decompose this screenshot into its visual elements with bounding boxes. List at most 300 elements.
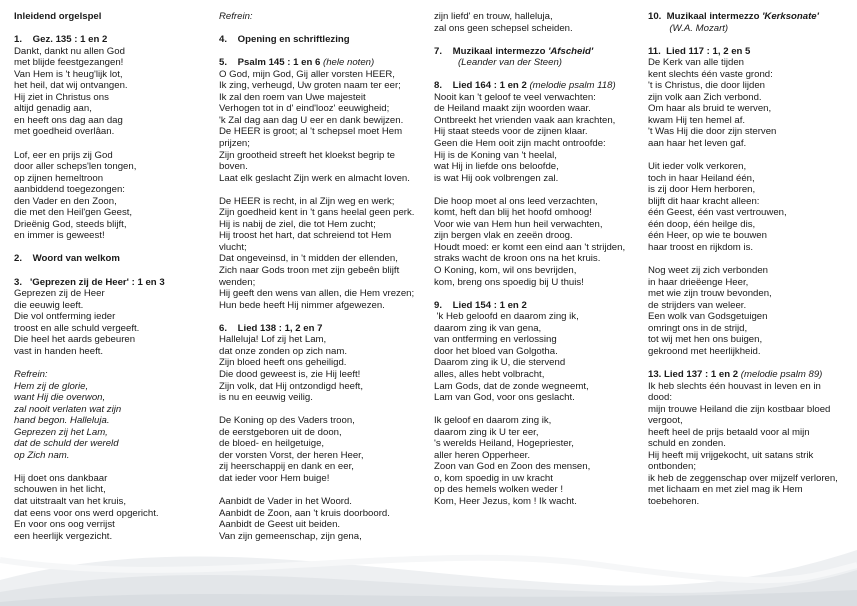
text-line — [648, 473, 838, 485]
text-line — [434, 173, 625, 185]
text-line — [14, 323, 165, 335]
text-line — [14, 415, 165, 427]
line-text: de bloed- en heilgetuige, — [219, 438, 325, 450]
text-line — [648, 23, 838, 35]
column-4 — [648, 11, 838, 508]
text-line — [648, 138, 838, 150]
section-heading — [219, 57, 414, 69]
text-line — [648, 484, 838, 496]
line-text: Hij is de Koning van 't heelal, — [434, 149, 557, 161]
text-line — [648, 334, 838, 346]
text-line — [434, 230, 625, 242]
text-line — [648, 288, 838, 300]
text-line — [648, 496, 838, 508]
text-line — [219, 103, 414, 115]
text-line — [648, 300, 838, 312]
text-line — [434, 207, 625, 219]
text-line — [434, 392, 625, 404]
text-line — [434, 11, 625, 23]
line-text: Inleidend orgelspel — [14, 11, 102, 22]
text-line — [434, 115, 625, 127]
line-text: Om haar als bruid te werven, — [648, 103, 772, 115]
text-line — [434, 415, 625, 427]
text-line — [219, 242, 414, 254]
line-text: 10. Muzikaal intermezzo — [648, 11, 763, 22]
line-text: Die heel het aards gebeuren — [14, 334, 136, 346]
text-line — [14, 392, 165, 404]
line-text: wat Hij in liefde ons beloofde, — [434, 161, 559, 173]
text-line — [648, 103, 838, 115]
line-annotation: 'Afscheid' — [548, 45, 594, 57]
text-line — [14, 115, 165, 127]
text-line — [219, 369, 414, 381]
text-line — [219, 138, 414, 150]
line-text: vlucht; — [219, 241, 247, 253]
line-text: Een wolk van Godsgetuigen — [648, 311, 768, 323]
line-text: o, kom spoedig in uw kracht — [434, 472, 553, 484]
line-text: 's werelds Heiland, Hogepriester, — [434, 438, 574, 450]
line-text: de Heiland maakt zijn woorden waar. — [434, 103, 591, 115]
text-line — [434, 438, 625, 450]
text-line — [434, 334, 625, 346]
line-text: 13. Lied 137 : 1 en 2 — [648, 368, 741, 380]
text-line — [14, 46, 165, 58]
line-text: Drieënig God, steeds blijft, — [14, 218, 127, 230]
line-text: aan haar het leven gaf. — [648, 138, 747, 150]
line-text: Refrein: — [14, 368, 48, 380]
line-text: De HEER is groot; al 't schepsel moet Hem — [219, 126, 403, 138]
text-line — [434, 23, 625, 35]
text-line — [219, 161, 414, 173]
text-line — [434, 103, 625, 115]
text-line — [434, 69, 625, 81]
line-text: Hij troost het hart, dat schreiend tot Hem — [219, 230, 392, 242]
line-text: door het bloed van Golgotha. — [434, 345, 558, 357]
text-line — [434, 450, 625, 462]
text-line — [434, 253, 625, 265]
line-text: in haar drieëenge Heer, — [648, 276, 749, 288]
text-line — [14, 80, 165, 92]
line-text: 5. Psalm 145 : 1 en 6 — [219, 57, 323, 69]
line-text: het heil, dat wij ontvangen. — [14, 80, 128, 92]
line-text: 3. 'Geprezen zij de Heer' : 1 en 3 — [14, 276, 165, 288]
text-line — [648, 219, 838, 231]
text-line — [648, 161, 838, 173]
line-text: Hun bede heeft Hij nimmer afgewezen. — [219, 299, 385, 311]
line-text: boven. — [219, 161, 248, 173]
line-text: Van zijn gemeenschap, zijn gena, — [219, 530, 362, 542]
text-line — [219, 531, 414, 543]
section-heading — [648, 369, 838, 381]
text-line — [219, 184, 414, 196]
line-text: zal ons geen schepsel scheiden. — [434, 22, 573, 34]
text-line — [434, 357, 625, 369]
line-text: Voor wie van Hem hun heil verwachten, — [434, 218, 603, 230]
text-line — [219, 334, 414, 346]
text-line — [434, 381, 625, 393]
line-text: 11. Lied 117 : 1, 2 en 5 — [648, 45, 751, 57]
text-line — [14, 300, 165, 312]
text-line — [14, 150, 165, 162]
text-line — [219, 230, 414, 242]
section-heading — [14, 277, 165, 289]
text-line — [434, 288, 625, 300]
text-line — [219, 357, 414, 369]
line-text: gekroond met heerlijkheid. — [648, 345, 761, 357]
text-line — [219, 381, 414, 393]
line-text: Zich naar Gods troon met zijn gebeên blijft — [219, 265, 400, 277]
line-text: de strijders van weleer. — [648, 299, 747, 311]
text-line — [219, 484, 414, 496]
line-text: toebehoren. — [648, 495, 700, 507]
line-text: door aller scheps'len tongen, — [14, 161, 137, 173]
text-line — [219, 404, 414, 416]
line-text: 9. Lied 154 : 1 en 2 — [434, 299, 527, 311]
text-line — [219, 126, 414, 138]
line-text: de eerstgeboren uit de doon, — [219, 426, 342, 438]
text-line — [219, 92, 414, 104]
line-text: hand begon. Halleluja. — [14, 415, 110, 427]
text-line — [14, 381, 165, 393]
line-text: (Leander van der Steen) — [434, 57, 562, 69]
text-line — [648, 450, 838, 462]
text-line — [648, 126, 838, 138]
line-text: toch in haar Heiland één, — [648, 172, 755, 184]
text-line — [219, 450, 414, 462]
line-text: Verhogen tot in d' eind'looz' eeuwigheid; — [219, 103, 390, 115]
line-text: tot wij met hen ons buigen, — [648, 334, 763, 346]
text-line — [219, 196, 414, 208]
text-line — [648, 415, 838, 427]
line-text: met wie zijn trouw bevonden, — [648, 288, 772, 300]
line-text: Aanbidt de Zoon, aan 't kruis doorboord. — [219, 507, 390, 519]
text-line — [648, 265, 838, 277]
line-text: zij heerschappij en dank en eer, — [219, 461, 354, 473]
text-line — [14, 334, 165, 346]
line-text: 'k Zal dag aan dag U eer en dank bewijzen. — [219, 114, 404, 126]
text-line — [14, 427, 165, 439]
line-text: dood: — [648, 392, 673, 404]
text-line — [219, 392, 414, 404]
line-text: Kom, Heer Jezus, kom ! Ik wacht. — [434, 495, 577, 507]
text-line — [14, 531, 165, 543]
text-line — [434, 219, 625, 231]
text-line — [14, 184, 165, 196]
text-line — [434, 138, 625, 150]
line-text: Hij geeft den wens van allen, die Hem vrezen; — [219, 288, 415, 300]
line-text: 6. Lied 138 : 1, 2 en 7 — [219, 322, 323, 334]
text-line — [219, 311, 414, 323]
line-text: Nooit kan 't geloof te veel verwachten: — [434, 91, 596, 103]
line-text: straks wacht de kroon ons na het kruis. — [434, 253, 601, 265]
line-text: troost en alle schuld vergeeft. — [14, 322, 140, 334]
section-heading — [219, 34, 414, 46]
line-text: en heeft ons dag aan dag — [14, 114, 123, 126]
text-line — [14, 369, 165, 381]
line-text: Ik heb slechts één houvast in leven en in — [648, 380, 821, 392]
text-line — [14, 173, 165, 185]
text-line — [219, 207, 414, 219]
text-line — [434, 484, 625, 496]
line-text: op zijnen hemeltroon — [14, 172, 104, 184]
text-line — [434, 427, 625, 439]
line-text: die met den Heil'gen Geest, — [14, 207, 133, 219]
line-text: een heerlijk vergezicht. — [14, 530, 113, 542]
text-line — [648, 80, 838, 92]
text-line — [434, 277, 625, 289]
line-text: en immer is geweest! — [14, 230, 105, 242]
line-text: 4. Opening en schriftlezing — [219, 34, 350, 46]
text-line — [219, 150, 414, 162]
line-text: zijn liefd' en trouw, halleluja, — [434, 11, 553, 22]
section-heading — [14, 34, 165, 46]
line-text: dat eens voor ons werd opgericht. — [14, 507, 159, 519]
section-heading — [648, 11, 838, 23]
line-text: kwam Hij ten hemel af. — [648, 114, 746, 126]
text-line — [648, 323, 838, 335]
text-line — [14, 404, 165, 416]
text-line — [14, 23, 165, 35]
text-line — [14, 288, 165, 300]
line-text: met lichaam en met ziel mag ik Hem — [648, 484, 803, 496]
text-line — [219, 23, 414, 35]
text-line — [219, 253, 414, 265]
line-text: Aanbidt de Vader in het Woord. — [219, 495, 352, 507]
text-line — [219, 438, 414, 450]
line-text: is zij door Hem herboren, — [648, 184, 756, 196]
text-line — [648, 92, 838, 104]
text-line — [648, 173, 838, 185]
text-line — [434, 242, 625, 254]
line-text: ik heb de zeggenschap over mijzelf verloren, — [648, 472, 838, 484]
line-text: O God, mijn God, Gij aller vorsten HEER, — [219, 68, 395, 80]
text-line — [219, 288, 414, 300]
line-text: Geen die Hem ooit zijn macht ontroofde: — [434, 138, 606, 150]
text-line — [14, 57, 165, 69]
line-text: schuld en zonden. — [648, 438, 726, 450]
text-line — [14, 138, 165, 150]
line-text: De HEER is recht, in al Zijn weg en werk; — [219, 195, 395, 207]
text-line — [648, 253, 838, 265]
line-text: Refrein: — [219, 11, 253, 22]
text-line — [434, 184, 625, 196]
line-text: Zoon van God en Zoon des mensen, — [434, 461, 591, 473]
text-line — [219, 427, 414, 439]
text-line — [14, 519, 165, 531]
text-line — [14, 265, 165, 277]
line-text: Die vol ontferming ieder — [14, 311, 116, 323]
text-line — [648, 461, 838, 473]
text-line — [434, 461, 625, 473]
line-text: De Koning op des Vaders troon, — [219, 415, 355, 427]
text-line — [219, 80, 414, 92]
line-text: Hij staat steeds voor de zijnen klaar. — [434, 126, 588, 138]
line-text: Laat elk geslacht Zijn werk en almacht loven. — [219, 172, 410, 184]
text-line — [648, 207, 838, 219]
line-text: 2. Woord van welkom — [14, 253, 120, 265]
line-text: daarom zing ik U ter eer, — [434, 426, 539, 438]
section-heading — [14, 253, 165, 265]
line-text: één Geest, één vast vertrouwen, — [648, 207, 787, 219]
line-text: den Vader en den Zoon, — [14, 195, 117, 207]
text-line — [648, 230, 838, 242]
text-line — [14, 473, 165, 485]
line-text: Zijn bloed heeft ons geheiligd. — [219, 357, 347, 369]
line-text: alles, alles hebt volbracht, — [434, 368, 545, 380]
line-text: En voor ons oog verrijst — [14, 519, 115, 531]
line-text: 't Was Hij die door zijn sterven — [648, 126, 777, 138]
line-text: Lam van God, voor ons geslacht. — [434, 392, 575, 404]
line-text: met blijde feestgezangen! — [14, 57, 124, 69]
line-text: 7. Muzikaal intermezzo — [434, 45, 549, 57]
text-line — [14, 438, 165, 450]
line-text: 1. Gez. 135 : 1 en 2 — [14, 34, 108, 46]
text-line — [434, 196, 625, 208]
text-line — [648, 57, 838, 69]
line-text: prijzen; — [219, 138, 250, 150]
text-line — [648, 311, 838, 323]
line-text: één doop, één heilge dis, — [648, 218, 756, 230]
line-text: vast in handen heeft. — [14, 345, 104, 357]
text-line — [14, 230, 165, 242]
text-line — [14, 508, 165, 520]
line-text: zijn volk aan Zich verbond. — [648, 91, 762, 103]
section-heading — [434, 80, 625, 92]
line-text: aller heren Opperheer. — [434, 449, 530, 461]
line-text: ontbonden; — [648, 461, 697, 473]
text-line — [219, 346, 414, 358]
column-2 — [219, 11, 414, 542]
text-line — [14, 161, 165, 173]
column-3 — [434, 11, 625, 508]
text-line — [434, 57, 625, 69]
line-text: zijn bergen vlak en zeeën droog. — [434, 230, 573, 242]
line-text: altijd genadig aan, — [14, 103, 92, 115]
line-text: dat de schuld der wereld — [14, 438, 119, 450]
line-text: Daarom zing ik U, die stervend — [434, 357, 566, 369]
text-line — [434, 346, 625, 358]
text-line — [648, 357, 838, 369]
line-text: Dankt, dankt nu allen God — [14, 45, 125, 57]
line-text: Hij heeft mij vrijgekocht, uit satans strik — [648, 449, 814, 461]
text-line — [14, 346, 165, 358]
line-text: Hij doet ons dankbaar — [14, 472, 108, 484]
text-line — [14, 207, 165, 219]
section-heading — [648, 46, 838, 58]
text-line — [434, 311, 625, 323]
text-line — [219, 300, 414, 312]
text-line — [219, 277, 414, 289]
text-line — [14, 242, 165, 254]
text-line — [14, 496, 165, 508]
line-text: aanbiddend toegezongen: — [14, 184, 125, 196]
text-line — [219, 461, 414, 473]
line-text: Dat ongeveinsd, in 't midden der ellenden, — [219, 253, 398, 265]
line-text: één Heer, op wie te bouwen — [648, 230, 767, 242]
line-text: komt, heft dan blij het hoofd omhoog! — [434, 207, 592, 219]
line-text: blijft dit haar kracht alleen: — [648, 195, 760, 207]
text-line — [219, 46, 414, 58]
line-text: Hem zij de glorie, — [14, 380, 89, 392]
line-text: (W.A. Mozart) — [648, 22, 729, 34]
text-line — [219, 115, 414, 127]
text-line — [219, 219, 414, 231]
text-line — [434, 161, 625, 173]
text-line — [219, 415, 414, 427]
line-text: Hij is nabij de ziel, die tot Hem zucht; — [219, 218, 376, 230]
text-line — [219, 11, 414, 23]
text-line — [14, 461, 165, 473]
line-text: dat ieder voor Hem buige! — [219, 472, 330, 484]
text-line — [219, 265, 414, 277]
text-line — [648, 404, 838, 416]
text-line — [648, 115, 838, 127]
text-line — [434, 404, 625, 416]
text-line — [219, 496, 414, 508]
line-text: kent slechts één vaste grond: — [648, 68, 773, 80]
text-line — [14, 103, 165, 115]
text-line — [219, 519, 414, 531]
line-text: Geprezen zij het Lam, — [14, 426, 108, 438]
line-text: 't is Christus, die door lijden — [648, 80, 766, 92]
line-text: mijn trouwe Heiland die zijn kostbaar bloed — [648, 403, 831, 415]
line-text: Halleluja! Lof zij het Lam, — [219, 334, 327, 346]
text-line — [648, 277, 838, 289]
line-annotation: 'Kerksonate' — [762, 11, 819, 22]
line-text: op Zich nam. — [14, 449, 70, 461]
text-line — [648, 381, 838, 393]
text-line — [434, 473, 625, 485]
text-line — [648, 184, 838, 196]
text-line — [648, 196, 838, 208]
column-1 — [14, 11, 165, 542]
text-line — [219, 69, 414, 81]
line-text: Ontbreekt het vrienden vaak aan krachten, — [434, 114, 616, 126]
text-line — [648, 150, 838, 162]
text-line — [434, 150, 625, 162]
text-line — [648, 392, 838, 404]
line-text: van ontferming en verlossing — [434, 334, 557, 346]
line-text: De Kerk van alle tijden — [648, 57, 744, 69]
line-text: Zijn goedheid kent in 't gans heelal geen perk. — [219, 207, 415, 219]
line-text: daarom zing ik van gena, — [434, 322, 542, 334]
line-text: kom, breng ons spoedig bij U thuis! — [434, 276, 584, 288]
line-text: is nu en eeuwig veilig. — [219, 392, 313, 404]
line-text: want Hij die overwon, — [14, 392, 106, 404]
line-text: Die dood geweest is, zie Hij leeft! — [219, 368, 361, 380]
line-text: Hij ziet in Christus ons — [14, 91, 109, 103]
section-heading — [434, 300, 625, 312]
line-annotation: (hele noten) — [323, 57, 375, 69]
line-text: Lam Gods, dat de zonde wegneemt, — [434, 380, 589, 392]
line-text: Uit ieder volk verkoren, — [648, 161, 747, 173]
line-text: O Koning, kom, wil ons bevrijden, — [434, 265, 577, 277]
line-text: op des hemels wolken weder ! — [434, 484, 564, 496]
text-line — [14, 69, 165, 81]
line-text: Ik zal den roem van Uwe majesteit — [219, 91, 366, 103]
text-line — [14, 196, 165, 208]
line-text: dat uitstraalt van het kruis, — [14, 495, 126, 507]
section-heading — [14, 11, 165, 23]
text-line — [648, 69, 838, 81]
line-text: Nog weet zij zich verbonden — [648, 265, 768, 277]
text-line — [434, 126, 625, 138]
text-line — [219, 473, 414, 485]
line-text: wenden; — [219, 276, 256, 288]
line-text: is wat Hij ook volbrengen zal. — [434, 172, 559, 184]
text-line — [14, 450, 165, 462]
text-line — [14, 219, 165, 231]
